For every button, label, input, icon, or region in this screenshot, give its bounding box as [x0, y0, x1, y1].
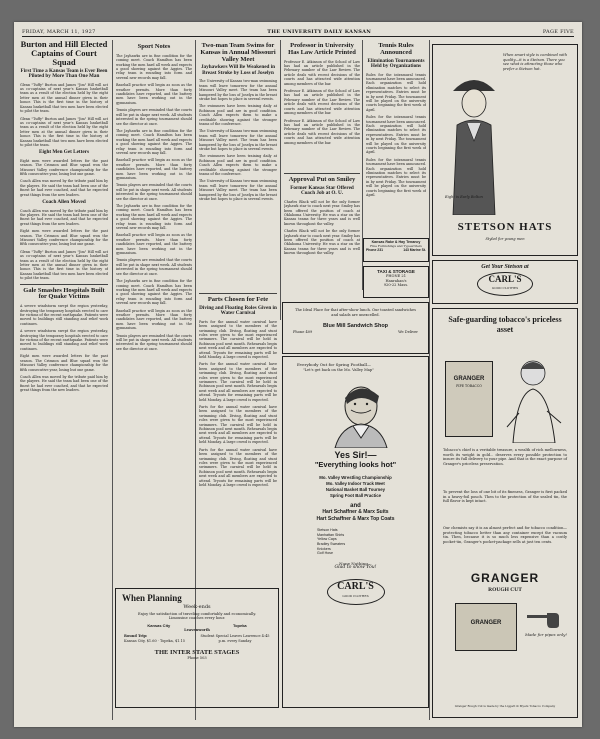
masthead-paper: THE UNIVERSITY DAILY KANSAN — [267, 28, 372, 35]
ad-carls-item: National Basket Ball Tourney — [325, 487, 386, 493]
carls-logo-sub: GOOD CLOTHES — [491, 286, 519, 290]
headline-parts-chosen: Parts Chosen for Fete — [207, 296, 269, 303]
article-body: Tennis players are reminded that the courts will be put in shape next week. All students interested in the spring tournament should see the director at once. — [116, 258, 192, 276]
article-body: The University of Kansas two-man swimming team will leave tomorrow for the annual Missouri Valley meet. The team has been hampered by the loss of Joselyn in the breast stroke but hopes to place in several events. — [199, 129, 277, 152]
subhead-tennis: Elimination Tournaments Held by Organizations — [367, 57, 425, 70]
article-body: The Jayhawks are in fine condition for the coming meet. Coach Hamilton has been working the men hard all week and expects a good showing against the Aggies. The relay team is rounding into form and several new records may fall. — [116, 128, 192, 155]
ad-carls-item2: Hart Schaffner & Marx Suits — [322, 509, 389, 516]
ad-granger-foot: Made for pipes only! — [525, 632, 567, 637]
sub-label-coach-allen: Coach Allen Moved — [42, 199, 86, 206]
article-body: Baseball practice will begin as soon as the weather permits. More than forty candidates have reported, and the battery men have been working out in the gymnasium. — [116, 233, 192, 256]
ad-planning-route-left: Kansas City — [147, 622, 171, 628]
masthead-page: PAGE FIVE — [542, 28, 574, 35]
article-body: Coach Allen was moved by the tribute paid him by the players. He said the team had been one of the finest he had ever coached, and that he expected great things from the new leaders. — [20, 374, 108, 393]
article-body: Baseball practice will begin as soon as the weather permits. More than forty candidates have reported, and the battery men have been working out in the gymnasium. — [116, 308, 192, 331]
ad-granger-body2: To prevent the loss of one bit of its fineness, Granger is first packed in a heavy-foil pouch. Then to the protection of the sealed tin, the full flavor is kept intact. — [443, 490, 567, 504]
ad-granger-credit: Granger Rough Cut is made by the Liggett & Myers Tobacco Company — [454, 704, 556, 708]
ad-get-stetson-logo — [477, 272, 533, 296]
article-body: Parts for the annual water carnival have been assigned to the members of the swimming club. Diving, floating and stunt roles were given to the most experienced swimmers. The carnival will be held in Robinson pool next month. Rehearsals begin next week and all members are expected to attend. Tryouts for remaining parts will be held Monday. A large crowd is expected. — [199, 362, 277, 402]
granger-pouch-brand: GRANGER — [453, 376, 485, 382]
column-2 — [116, 40, 192, 610]
article-body: Tennis players are reminded that the courts will be put in shape next week. All students interested in the spring tournament should see the director at once. — [116, 183, 192, 201]
article-body: The Jayhawks are in fine condition for the coming meet. Coach Hamilton has been working the men hard all week and expects a good showing against the Aggies. The relay team is rounding into form and several new records may fall. — [116, 53, 192, 80]
ad-carls-small-item: Bradley Sweaters — [317, 541, 346, 546]
headline-swim: Two-man Team Swims for Kansas in Annual Missouri Valley Meet — [200, 42, 276, 63]
ad-granger-headline: Safe-guarding tobacco's priceless asset — [448, 315, 562, 334]
ad-carls-small-item: Manhattan Shirts — [317, 532, 345, 537]
ad-carls-nothing: None Nothing— — [339, 560, 372, 566]
article-body: Eight men were awarded letters for the past season. The Crimson and Blue squad won the Missouri Valley conference championship for the fifth consecutive year, losing but one game. — [20, 158, 108, 177]
ad-planning-title: When Planning — [122, 593, 182, 603]
ad-carls-yes: Yes Sir!— — [334, 450, 377, 461]
ad-stetson — [432, 44, 578, 256]
article-body: The University of Kansas two-man swimming team will leave tomorrow for the annual Missouri Valley meet. The team has been hampered by the loss of Joselyn in the breast stroke but hopes to place in several events. — [199, 79, 277, 101]
article-body: Tennis players are reminded that the courts will be put in shape next week. All students interested in the spring tournament should see the director at once. — [116, 108, 192, 126]
article-body: Professor E. Atkinson of the School of Law has had an article published in the February number of the Law Review. The article deals with recent decisions of the courts and has attracted wide attention among members of the bar. — [284, 118, 360, 145]
carls-logo-text: CARL'S — [488, 274, 522, 284]
article-body: Coach Allen was moved by the tribute paid him by the players. He said the team had been one of the finest he had ever coached, and that he expected great things from the new leaders. — [20, 208, 108, 226]
article-body: Parts for the annual water carnival have been assigned to the members of the swimming club. Diving, floating and stunt roles were given to the most experienced swimmers. The carnival will be held in Robinson pool next month. Rehearsals begin next week and all members are expected to attend. Tryouts for remaining parts will be held Monday. A large crowd is expected. — [199, 447, 277, 487]
ad-granger-body: Tobacco's chief is a veritable treasure, a wealth of rich mellowness, worth its weight in gold... deserves every possible protection to insure its full delivery to your pipe. And that is the exact purpose of Granger's priceless preservation. — [443, 448, 567, 466]
ad-planning-fare-head: Round Trip: — [124, 634, 148, 639]
subhead-smiley: Former Kansas Star Offered Coach Job at O. U. — [290, 184, 354, 197]
article-body: The University of Kansas two-man swimming team will leave tomorrow for the annual Missouri Valley meet. The team has been hampered by the loss of Joselyn in the breast stroke but hopes to place in several events. — [199, 179, 277, 202]
ad-carls-glad: Glad to show You! — [334, 565, 377, 571]
article-body: Eight men were awarded letters for the past season. The Crimson and Blue squad won the Missouri Valley conference championship for the fifth consecutive year, losing but one game. — [20, 229, 108, 247]
article-body: Coach Allen was moved by the tribute paid him by the players. He said the team had been one of the finest he had ever coached, and that he expected great things from the new leaders. — [20, 179, 108, 197]
article-body: The Jayhawks are in fine condition for the coming meet. Coach Hamilton has been working the men hard all week and expects a good showing against the Aggies. The relay team is rounding into form and several new records may fall. — [116, 204, 192, 231]
ad-carls-item: Mo. Valley Wrestling Championship — [319, 475, 392, 481]
ad-carls-small-item: Yellow Caps — [317, 537, 337, 542]
headline-burton-hill: Burton and Hill Elected Captains of Court Squad — [20, 40, 108, 67]
column-5 — [366, 40, 426, 238]
ad-taxi-line2: 920-22 Mass. — [383, 283, 409, 288]
article-body: Rules for the intramural tennis tournament have been announced. Each organization will hold elimination matches to select its representatives. Entries must be in by next Friday. The tournament will be played on the university courts beginning the first week of April. — [366, 157, 426, 198]
article-body: Eight men were awarded letters for the past season. The Crimson and Blue squad won the Missouri Valley conference championship for the fifth consecutive year, losing but one game. — [20, 354, 108, 372]
ad-carls-tagline: Everybody Out for Spring Football— — [297, 362, 371, 367]
granger-tin-brand: GRANGER — [470, 620, 502, 626]
ad-taxi-title: TAXI & STORAGE — [377, 269, 415, 274]
article-body: The swimmers have been training daily at Robinson pool and are in good condition. Coach Allen expects them to make a creditable showing against the stronger teams of the conference. — [199, 154, 277, 177]
ad-carls-item2: Hart Schaffner & Marx Top Coats — [316, 516, 395, 523]
ad-planning — [115, 588, 279, 708]
ad-planning-text: Enjoy the satisfaction of traveling comfortably and economically. Limousine coaches every hour. — [137, 611, 257, 621]
ad-blue-mill-text: The Ideal Place for that after-show lunch. Our toasted sandwiches and salads are unexcelled. — [295, 308, 416, 317]
masthead-date: FRIDAY, MARCH 11, 1927 — [22, 28, 96, 35]
article-body: Rules for the intramural tennis tournament have been announced. Each organization will hold elimination matches to select its representatives. Entries must be in by next Friday. The tournament will be played on the university courts beginning the first week of April. — [366, 115, 426, 155]
stetson-man-illustration — [439, 65, 509, 215]
ad-taxi — [363, 266, 429, 298]
article-body: Glenn "Tuffy" Burton and James "Jim" Hill will act as co-captains of next year's Kansas basketball team as a result of the election held by the eight letter men at the annual dinner given in their honor. This is the first time in the history of Kansas basketball that two men have been elected to pilot the team. — [20, 82, 108, 114]
ad-blue-mill-addr: We Deliver — [398, 330, 418, 335]
pipe-icon — [525, 609, 561, 629]
ad-kansas-rent-phone: Phone 231 — [366, 248, 383, 252]
ad-taxi-line1: Hanrahan's — [385, 278, 407, 283]
ad-blue-mill-phone: Phone 409 — [293, 330, 313, 335]
ad-planning-subtitle: Week-ends — [183, 604, 211, 610]
column-4 — [284, 40, 360, 170]
article-body: A severe windstorm swept the region yesterday, destroying the temporary hospitals erected to care for victims of the recent earthquake. Patients were moved to buildings still standing and relief work continues. — [20, 329, 108, 351]
ad-planning-route-right: Topeka — [232, 622, 247, 628]
ad-carls-small-item: Stetson Hats — [317, 528, 338, 533]
ad-stetson-brand-sub: Styled for young men — [485, 237, 525, 241]
article-body: Tennis players are reminded that the courts will be put in shape next week. All students interested in the spring tournament should see the director at once. — [116, 333, 192, 351]
ad-get-stetson-title: Get Your Stetson at — [481, 264, 529, 270]
headline-gale: Gale Smashes Hospitals Built for Quake Victims — [23, 286, 105, 301]
headline-tennis: Tennis Rules Announced — [378, 42, 414, 56]
article-body: Charles Black will not be the only former Jayhawk star to coach next year. Smiley has been offered the position of coach at Oklahoma University. He was a star on the Kansas teams for three years and is well known throughout the valley. — [284, 199, 360, 226]
ad-kansas-rent-line: Fine Furnishings and Typewriters — [370, 244, 422, 248]
article-body: Rules for the intramural tennis tournament have been announced. Each organization will hold elimination matches to select its representatives. Entries must be in by next Friday. The tournament will be played on the university courts beginning the first week of April. — [366, 72, 426, 112]
carls-logo-text: CARL'S — [337, 580, 374, 592]
ad-carls-and: and — [350, 503, 361, 510]
ad-carls-tagline2: "Let's get back on the Mo. Valley Map" — [303, 367, 374, 372]
ad-granger — [432, 308, 578, 718]
granger-pouch — [445, 361, 493, 437]
subhead-first-time: First Time a Kansas Team is Ever Been Piloted by More Than One Man — [20, 67, 108, 80]
granger-man-illustration — [499, 353, 569, 443]
ad-carls-small-item: Knickers — [317, 546, 331, 551]
ad-carls-item: Mo. Valley Indoor Track Meet — [326, 481, 385, 487]
ad-planning-fares: Kansas City, $1.60 · Topeka, $1.15 — [124, 638, 185, 643]
ad-stetson-brand: STETSON HATS — [457, 221, 553, 233]
subhead-swim: Jayhawkers Will Be Weakened in Breast Stroke by Loss of Joselyn — [200, 64, 276, 76]
ad-blue-mill-name: Blue Mill Sandwich Shop — [322, 323, 389, 330]
ad-carls-sport — [282, 356, 429, 708]
ad-carls-slogan: "Everything looks hot" — [314, 460, 397, 470]
ad-carls-small-item: Golf Hose — [317, 551, 333, 556]
ad-stetson-caption: Eight is Early Bolton — [445, 195, 483, 199]
article-body: Parts for the annual water carnival have been assigned to the members of the swimming club. Diving, floating and stunt roles were given to the most experienced swimmers. The carnival will be held in Robinson pool next month. Rehearsals begin next week and all members are expected to attend. Tryouts for remaining parts will be held Monday. A large crowd is expected. — [199, 319, 277, 359]
article-body: Parts for the annual water carnival have been assigned to the members of the swimming club. Diving, floating and stunt roles were given to the most experienced swimmers. The carnival will be held in Robinson pool next month. Rehearsals begin next week and all members are expected to attend. Tryouts for remaining parts will be held Monday. A large crowd is expected. — [199, 405, 277, 445]
box-parts-chosen — [199, 290, 277, 580]
ad-granger-brand: GRANGER — [470, 571, 540, 585]
ad-granger-body3: Our chemists say it is an almost perfect and for tobacco condition—protecting tobacco better than any container except the vacuum tin. Then, because it is so much less expensive than a costly pocket-tin, Granger's pocket-package sells at just ten cents. — [443, 526, 567, 544]
ad-get-stetson — [432, 260, 578, 304]
ad-kansas-rent — [363, 238, 429, 262]
granger-tin — [455, 603, 517, 651]
ad-planning-special: Student Special Leaves Lawrence 4:45 p.m. every Sunday — [200, 634, 270, 643]
ad-granger-brand-sub: ROUGH CUT — [488, 587, 522, 593]
ad-carls-logo — [327, 579, 385, 605]
article-body: A severe windstorm swept the region yesterday, destroying the temporary hospitals erected to care for victims of the recent earthquake. Patients were moved to buildings still standing and relief work continues. — [20, 304, 108, 326]
ad-carls-item: Spring Foot Ball Practice — [329, 493, 382, 499]
headline-professor: Professor in University Has Law Article Printed — [288, 42, 356, 56]
ad-stetson-quote: When smart style is combined with quality—it is a Stetson. There you see what is attracting those who prefer a Stetson hat. — [503, 53, 568, 71]
subhead-parts-chosen: Diving and Floating Roles Given in Water Carnival — [199, 304, 277, 317]
article-body: Professor E. Atkinson of the School of Law has had an article published in the February number of the Law Review. The article deals with recent decisions of the courts and has attracted wide attention among members of the bar. — [284, 89, 360, 116]
granger-pouch-sub: PIPE TOBACCO — [456, 384, 482, 388]
article-body: Charles Black will not be the only former Jayhawk star to coach next year. Smiley has been offered the position of coach at Oklahoma University. He was a star on the Kansas teams for three years and is well known throughout the valley. — [284, 229, 360, 256]
column-1 — [20, 40, 108, 724]
article-body: Glenn "Tuffy" Burton and James "Jim" Hill will act as co-captains of next year's Kansas basketball team as a result of the election held by the eight letter men at the annual dinner given in their honor. This is the first time in the history of Kansas basketball that two men have been elected to pilot the team. — [20, 116, 108, 147]
article-body: Baseball practice will begin as soon as the weather permits. More than forty candidates have reported, and the battery men have been working out in the gymnasium. — [116, 83, 192, 105]
article-body: The Jayhawks are in fine condition for the coming meet. Coach Hamilton has been working the men hard all week and expects a good showing against the Aggies. The relay team is rounding into form and several new records may fall. — [116, 279, 192, 306]
headline-smiley: Approval Put on Smiley — [288, 176, 356, 183]
ad-taxi-phone: PHONE 21 — [386, 274, 406, 278]
box-smiley — [284, 170, 360, 265]
ad-planning-company: THE INTER STATE STAGES — [154, 649, 240, 657]
headline-sport-notes: Sport Notes — [137, 43, 171, 50]
ad-kansas-rent-title: Kansas Rake & Hay Tenancy — [371, 240, 421, 244]
ad-planning-phone: Phone 503 — [187, 656, 207, 661]
newspaper-page — [14, 22, 582, 727]
ad-blue-mill — [282, 302, 429, 354]
article-body: Glenn "Tuffy" Burton and James "Jim" Hill will act as co-captains of next year's Kansas basketball team as a result of the election held by the eight letter men at the annual dinner given in their honor. This is the first time in the history of Kansas basketball that two men have been elected to pilot the team. — [20, 249, 108, 281]
sub-label-eight-men: Eight Men Get Letters — [39, 149, 89, 156]
article-body: Baseball practice will begin as soon as the weather permits. More than forty candidates have reported, and the battery men have been working out in the gymnasium. — [116, 158, 192, 180]
article-body: Professor E. Atkinson of the School of Law has had an article published in the February number of the Law Review. The article deals with recent decisions of the courts and has attracted wide attention among members of the bar. — [284, 59, 360, 86]
masthead — [22, 27, 574, 37]
ad-planning-route-mid: Leavenworth — [184, 627, 210, 632]
carls-logo-sub: GOOD CLOTHES — [342, 593, 369, 598]
football-player-illustration — [321, 376, 401, 448]
article-body: The swimmers have been training daily at Robinson pool and are in good condition. Coach Allen expects them to make a creditable showing against the stronger teams of the conference. — [199, 104, 277, 126]
ad-kansas-rent-addr: 143 Marine St. — [403, 248, 426, 252]
